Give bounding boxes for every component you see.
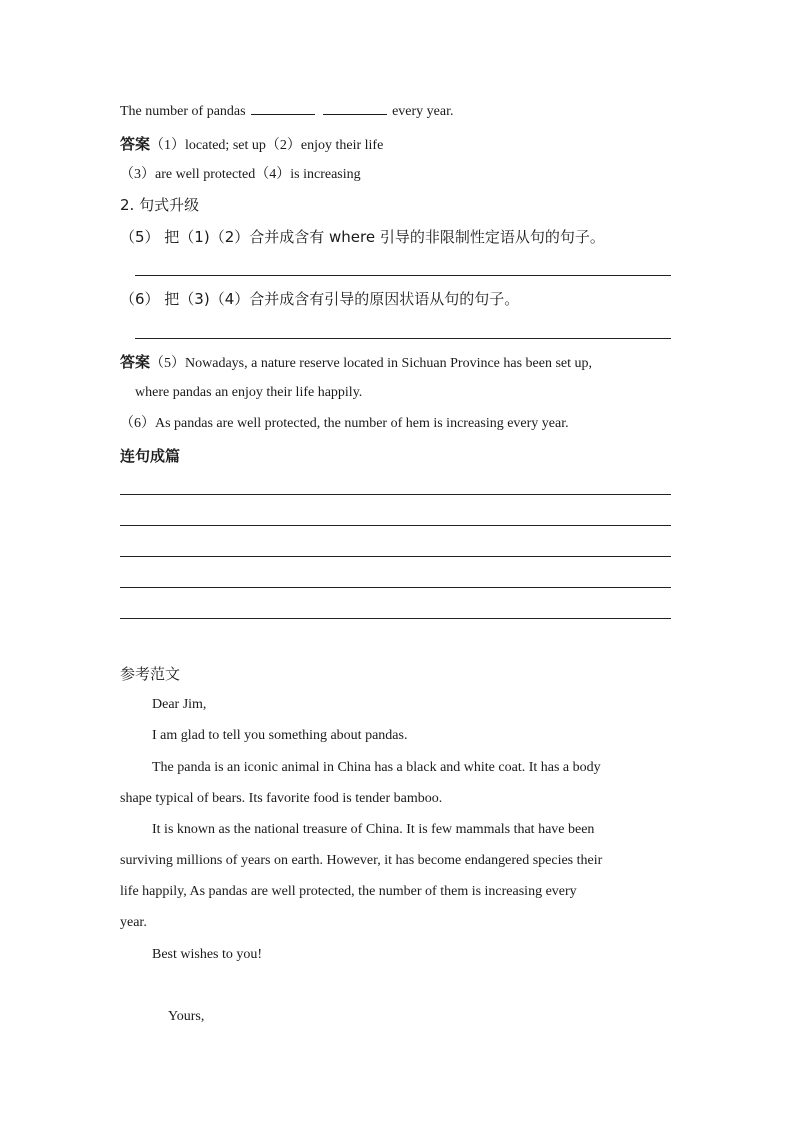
model-essay-title: 参考范文	[120, 665, 181, 683]
model-paragraph-3-line-4: year.	[120, 915, 147, 930]
writing-line-1[interactable]	[120, 494, 671, 495]
answer-1-text: （1）located; set up（2）enjoy their life	[150, 138, 384, 153]
answer-2-text: （5）Nowadays, a nature reserve located in Sichuan Province has been set up,	[150, 356, 593, 371]
model-paragraph-3-line-1: It is known as the national treasure of China. It is few mammals that have been	[152, 822, 595, 837]
answer-2-continued: where pandas an enjoy their life happily.	[135, 385, 363, 400]
question-5: （5） 把（1)（2）合并成含有 where 引导的非限制性定语从句的句子。	[120, 228, 605, 246]
q4-sentence	[120, 102, 454, 122]
answer-1-continued: （3）are well protected（4）is increasing	[120, 167, 361, 182]
q4-suffix: every year.	[392, 104, 454, 119]
section-2-title: 2. 句式升级	[120, 196, 200, 214]
answer-line-q5[interactable]	[135, 275, 671, 276]
writing-line-3[interactable]	[120, 556, 671, 557]
model-paragraph-3-line-3: life happily, As pandas are well protected, the number of them is increasing every	[120, 884, 577, 899]
model-closing: Best wishes to you!	[152, 947, 263, 962]
answer-1-line	[120, 134, 383, 156]
answer-2-line	[120, 352, 592, 374]
model-paragraph-3-line-2: surviving millions of years on earth. However, it has become endangered species their	[120, 853, 603, 868]
answer-line-q6[interactable]	[135, 338, 671, 339]
q4-prefix: The number of pandas	[120, 104, 246, 119]
writing-line-4[interactable]	[120, 587, 671, 588]
answer-2-line-6: （6）As pandas are well protected, the number of hem is increasing every year.	[120, 416, 569, 431]
q4-blank-2[interactable]	[323, 102, 387, 115]
answer-1-label: 答案	[120, 135, 151, 153]
answer-2-label: 答案	[120, 353, 151, 371]
model-signoff: Yours,	[168, 1009, 205, 1024]
q4-blank-1[interactable]	[251, 102, 315, 115]
model-paragraph-2-line-1: The panda is an iconic animal in China has a black and white coat. It has a body	[152, 760, 601, 775]
writing-line-2[interactable]	[120, 525, 671, 526]
model-paragraph-1: I am glad to tell you something about pandas.	[152, 728, 408, 743]
model-salutation: Dear Jim,	[152, 697, 207, 712]
section-3-title: 连句成篇	[120, 447, 181, 465]
writing-line-5[interactable]	[120, 618, 671, 619]
model-paragraph-2-line-2: shape typical of bears. Its favorite food is tender bamboo.	[120, 791, 443, 806]
question-6: （6） 把（3)（4）合并成含有引导的原因状语从句的句子。	[120, 290, 520, 308]
